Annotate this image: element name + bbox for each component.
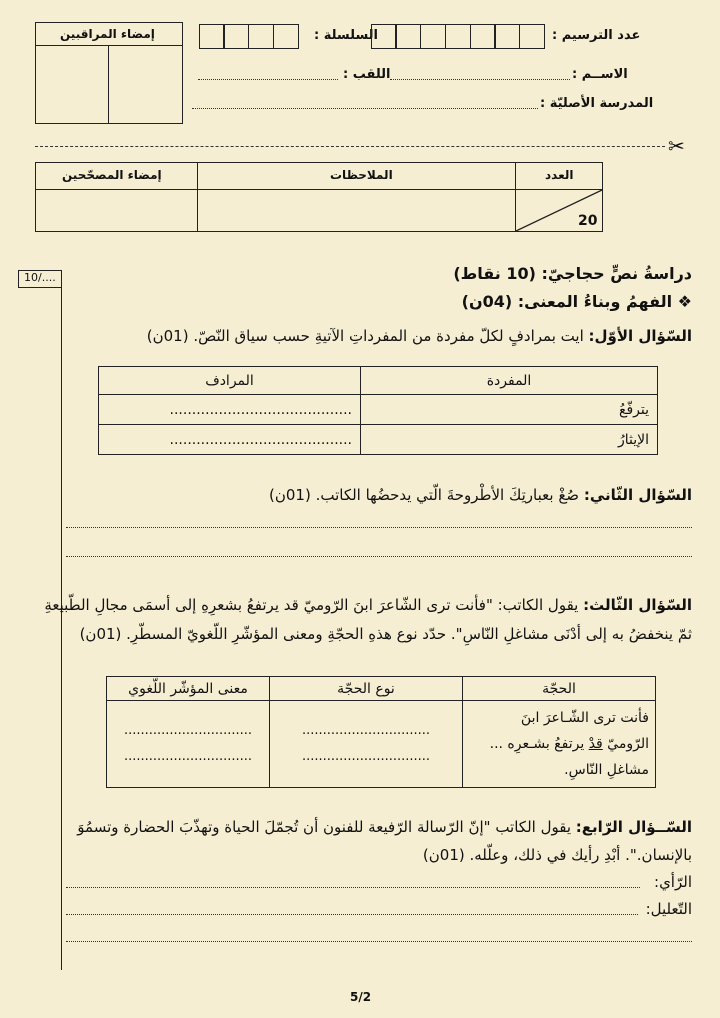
section-title: دراسةُ نصٍّ حجاجيّ: (10 نقاط) — [453, 264, 692, 283]
q4-opinion-label: الرّأي: — [654, 873, 692, 891]
q3-argument-line-3: مشاغلِ النّاسِ. — [564, 762, 649, 778]
q1-text: ايت بمرادفٍ لكلّ مفردة من المفرداتِ الآتيةِ حسب سياق النّصّ. (01ن) — [146, 327, 584, 345]
table-row — [107, 701, 656, 788]
bullet-icon: ❖ — [677, 292, 692, 311]
q3-meaning-dots-1: ............................... — [123, 723, 253, 738]
series-label: السلسلة : — [314, 28, 379, 43]
q2-answer-line-2[interactable] — [66, 556, 692, 557]
q4-reason-line-2[interactable] — [66, 941, 692, 942]
q1-synonym-1[interactable]: ......................................... — [99, 395, 361, 425]
surname-label: اللقب : — [343, 67, 391, 82]
q3-col-argument: الحجّة — [463, 677, 656, 701]
invigilators-col-divider — [108, 45, 109, 124]
q2-label: السّؤال الثّاني: — [583, 486, 692, 504]
grading-col-divider-1 — [197, 162, 198, 232]
q1-word-1: يترفّعُ — [361, 395, 658, 425]
q3-argument-line-2 — [469, 731, 649, 757]
q3-col-meaning: معنى المؤشّر اللّغوي — [107, 677, 270, 701]
q3-argument-post: يرتفعُ بشـعرِه ... — [489, 736, 589, 752]
q1-col-word: المفردة — [361, 367, 658, 395]
q3-text-1: يقول الكاتب: "فأنت ترى الشّاعرَ ابنَ الرّوميّ قد يرتفعُ بشعرِهِ إلى أسمَى مجالِ الطّبيعةِ — [44, 596, 579, 614]
q3-meaning-dots-2: ............................... — [123, 749, 253, 764]
q3-argument-line-1: فأنت ترى الشّـاعرَ ابنَ — [520, 710, 649, 726]
q4-label: السّــؤال الرّابع: — [575, 818, 692, 836]
cut-line — [35, 146, 665, 147]
q3-type-answer[interactable] — [270, 701, 463, 788]
signature-col-header: إمضاء المصحّحين — [62, 168, 162, 182]
q1-col-synonym: المرادف — [99, 367, 361, 395]
school-field[interactable] — [192, 108, 538, 109]
q2-answer-line-1[interactable] — [66, 527, 692, 528]
q3-type-dots-2: ............................... — [301, 749, 431, 764]
q3-argument-cell — [463, 701, 656, 788]
underlined-indicator: قدْ — [588, 736, 603, 752]
school-label: المدرسة الأصليّة : — [540, 96, 654, 111]
q1-prompt — [147, 327, 692, 345]
q3-meaning-answer[interactable] — [107, 701, 270, 788]
q3-argument-pre: الرّوميّ — [602, 736, 649, 752]
q4-text-1: يقول الكاتب "إنّ الرّسالة الرّفيعة للفنون أن تُجمّلَ الحياة وتهذّبَ الحضارة وتسمُوَ — [77, 818, 572, 836]
q4-prompt-1 — [77, 818, 692, 836]
q4-reason-label: التّعليل: — [645, 900, 692, 918]
invigilators-label: إمضاء المراقبين — [60, 27, 155, 41]
page-number: 5/2 — [350, 990, 372, 1004]
registration-label: عدد الترسيم : — [552, 28, 641, 43]
margin-score: 10/.... — [24, 271, 56, 284]
invigilators-header-divider — [35, 45, 183, 46]
q4-text-2: بالإنسان.". أبْدِ رأيك في ذلك، وعلّله. (01ن) — [422, 846, 692, 864]
q3-prompt-1 — [44, 596, 692, 614]
table-row — [99, 395, 658, 425]
max-score: 20 — [578, 213, 598, 229]
q3-label: السّؤال الثّالث: — [583, 596, 692, 614]
section-subtitle: الفهمُ وبناءُ المعنى: (04ن) — [461, 292, 673, 311]
q1-synonym-2[interactable]: ......................................... — [99, 425, 361, 455]
q2-prompt — [269, 486, 692, 504]
surname-field[interactable] — [198, 79, 338, 80]
q4-opinion-line[interactable] — [66, 887, 640, 888]
q4-reason-line-1[interactable] — [66, 914, 638, 915]
q2-text: صُغْ بعبارتِكَ الأطْروحةَ الّتي يدحضُها الكاتب. (01ن) — [268, 486, 580, 504]
table-row — [99, 425, 658, 455]
name-field[interactable] — [390, 79, 570, 80]
registration-cells[interactable] — [372, 24, 545, 49]
q1-table — [98, 366, 658, 455]
q3-text-2: ثمّ ينخفضُ به إلى أدْنَى مشاغلِ النّاسِ". حدّد نوع هذهِ الحجّةِ ومعنى المؤشّرِ اللّغويّ المسطّرِ. (01ن) — [79, 625, 692, 643]
q3-table — [106, 676, 656, 788]
name-label: الاســم : — [572, 67, 628, 82]
q3-col-type: نوع الحجّة — [270, 677, 463, 701]
notes-col-header: الملاحظات — [330, 168, 393, 182]
q1-label: السّؤال الأوّل: — [588, 327, 692, 345]
score-col-header: العدد — [545, 168, 574, 182]
series-cells[interactable] — [200, 24, 299, 49]
scissors-icon: ✂ — [668, 134, 685, 158]
q3-type-dots-1: ............................... — [301, 723, 431, 738]
q1-word-2: الإيثارُ — [361, 425, 658, 455]
margin-line — [61, 270, 62, 970]
section-subtitle-row — [462, 292, 692, 311]
